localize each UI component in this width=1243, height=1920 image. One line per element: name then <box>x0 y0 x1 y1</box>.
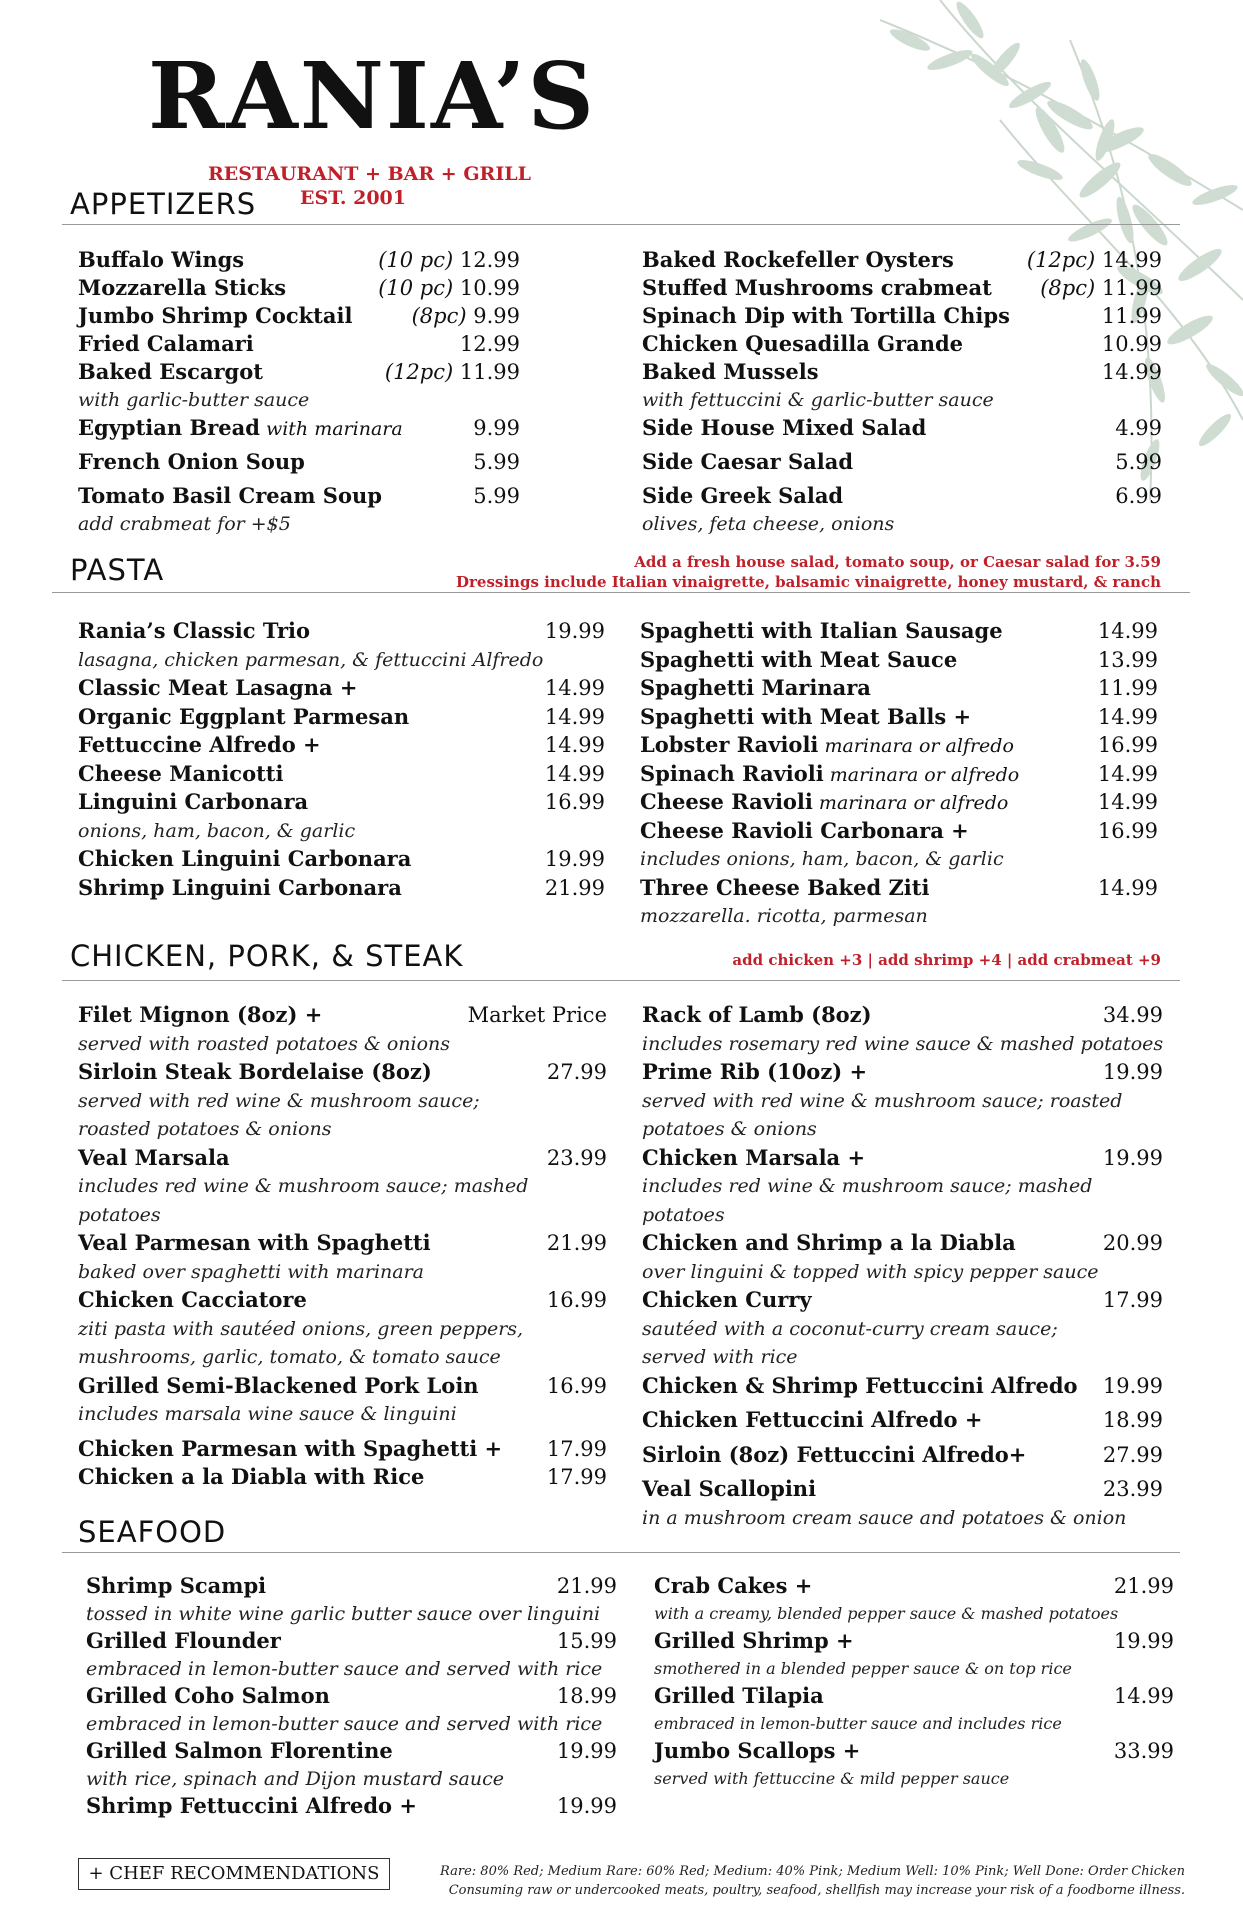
menu-item-price-value: 16.99 <box>546 1288 607 1312</box>
menu-item-inline-note: with marinara <box>259 418 403 440</box>
menu-item-price-value: 14.99 <box>544 704 605 729</box>
menu-item-price-value: 16.99 <box>1097 733 1158 757</box>
menu-item-name: Shrimp Linguini Carbonara <box>78 874 402 900</box>
menu-item-inline-note: marinara or alfredo <box>812 792 1009 814</box>
menu-item-price-value: 14.99 <box>1097 619 1158 643</box>
menu-item-price-value: 21.99 <box>544 875 605 900</box>
menu-item-price-value: 19.99 <box>544 619 605 643</box>
menu-item <box>86 1682 330 1710</box>
menu-item-name: Spaghetti with Meat Balls + <box>640 703 972 729</box>
menu-item-price-value: 14.99 <box>544 761 605 786</box>
menu-item-price-value: 19.99 <box>1113 1629 1174 1653</box>
menu-item <box>642 1475 816 1503</box>
menu-item-name: Chicken and Shrimp a la Diabla <box>642 1230 1016 1255</box>
menu-item-price <box>902 302 1162 330</box>
menu-item-quantity: (8pc) <box>411 304 474 328</box>
menu-item-name: Chicken Parmesan with Spaghetti + <box>78 1435 503 1461</box>
section-title-appetizers: APPETIZERS <box>70 187 257 221</box>
menu-item-price-value: 19.99 <box>1102 1145 1163 1170</box>
menu-item-name: Lobster Ravioli <box>640 732 819 757</box>
menu-item-price-value: 14.99 <box>1101 360 1162 384</box>
menu-item <box>640 874 929 902</box>
menu-item-price-value: 14.99 <box>544 676 605 700</box>
menu-item-name: Grilled Shrimp + <box>654 1628 854 1653</box>
menu-item-quantity: (10 pc) <box>378 276 460 300</box>
menu-item-price <box>260 358 520 386</box>
menu-item-description: served with fettuccine & mild pepper sauce <box>654 1768 1010 1788</box>
menu-item-price <box>914 1572 1174 1600</box>
menu-item-price <box>914 1737 1174 1765</box>
menu-item-name: Shrimp Fettuccini Alfredo + <box>86 1793 417 1818</box>
menu-item <box>642 358 819 386</box>
menu-item-description: roasted potatoes & onions <box>78 1118 332 1140</box>
menu-item-price <box>357 1627 617 1655</box>
menu-item-description: potatoes <box>78 1203 161 1226</box>
menu-item-name: Baked Escargot <box>78 359 263 384</box>
menu-item <box>86 1737 393 1765</box>
menu-item-price <box>902 482 1162 510</box>
menu-item-description: tossed in white wine garlic butter sauce over linguini <box>86 1602 601 1625</box>
menu-item-price-value: 18.99 <box>556 1684 617 1708</box>
menu-item-name: Three Cheese Baked Ziti <box>640 874 930 900</box>
menu-item-description: lasagna, chicken parmesan, & fettuccini Alfredo <box>78 648 544 671</box>
menu-item-price-value: 19.99 <box>544 847 605 871</box>
menu-item-price <box>902 274 1162 302</box>
menu-item-price <box>357 1682 617 1710</box>
menu-item-price-value: 14.99 <box>1101 248 1162 272</box>
menu-item-description: includes rosemary red wine sauce & mashed potatoes <box>642 1032 1164 1055</box>
menu-item <box>642 1058 867 1086</box>
menu-item-price <box>902 358 1162 386</box>
menu-item <box>78 788 308 816</box>
menu-item <box>78 1001 322 1029</box>
section-title-mains: CHICKEN, PORK, & STEAK <box>70 939 464 973</box>
menu-item-price <box>260 330 520 358</box>
menu-item-price-value: 27.99 <box>546 1060 607 1084</box>
menu-item-price-value: 18.99 <box>1102 1408 1163 1432</box>
menu-item-price <box>345 674 605 702</box>
menu-item-name: Grilled Salmon Florentine <box>86 1738 393 1763</box>
menu-item-name: Stuffed Mushrooms crabmeat <box>642 275 992 300</box>
menu-item-name: Grilled Flounder <box>86 1628 281 1653</box>
menu-item-description: mozzarella. ricotta, parmesan <box>640 905 928 927</box>
menu-item-price-value: 21.99 <box>556 1574 617 1598</box>
menu-item-price-value: 21.99 <box>1113 1574 1174 1598</box>
menu-item-name: Spaghetti Marinara <box>640 675 871 700</box>
menu-item-price-value: 11.99 <box>1101 304 1162 328</box>
menu-item-name: Side House Mixed Salad <box>642 415 927 440</box>
menu-item-name: Veal Parmesan with Spaghetti <box>78 1230 431 1255</box>
menu-item-name: Filet Mignon (8oz) + <box>78 1002 323 1027</box>
menu-item-name: Grilled Coho Salmon <box>86 1683 330 1708</box>
menu-item-name: Grilled Semi-Blackened Pork Loin <box>78 1372 479 1398</box>
menu-item-name: Spinach Ravioli <box>640 760 824 786</box>
menu-item-description: onions, ham, bacon, & garlic <box>78 819 356 842</box>
menu-item <box>78 674 358 702</box>
menu-item-name: Sirloin (8oz) Fettuccini Alfredo+ <box>642 1441 1027 1467</box>
menu-item-price-value: 9.99 <box>473 416 520 440</box>
menu-item-price-value: 10.99 <box>1101 332 1162 356</box>
menu-item-price-value: Market Price <box>467 1003 607 1027</box>
menu-item-price <box>345 788 605 816</box>
restaurant-logo: RANIA’S <box>148 42 596 150</box>
menu-item-name: Veal Marsala <box>78 1144 230 1170</box>
menu-item-quantity: (12pc) <box>1026 248 1102 272</box>
menu-item-quantity: (10 pc) <box>378 248 460 272</box>
menu-item-price <box>903 1372 1163 1400</box>
menu-item-name: Rania’s Classic Trio <box>78 618 311 643</box>
menu-item-price <box>347 1058 607 1086</box>
menu-item-description: with garlic-butter sauce <box>78 389 310 411</box>
menu-item-price-value: 13.99 <box>1097 647 1158 672</box>
menu-item-price <box>260 414 520 442</box>
menu-item-price <box>347 1463 607 1491</box>
menu-item-description: embraced in lemon-butter sauce and includes rice <box>654 1713 1062 1733</box>
menu-item-description: over linguini & topped with spicy pepper sauce <box>642 1260 1099 1283</box>
menu-item-name: Sirloin Steak Bordelaise (8oz) <box>78 1059 432 1084</box>
menu-item-price <box>347 1144 607 1172</box>
menu-item-price <box>347 1001 607 1029</box>
menu-item-price-value: 11.99 <box>1097 676 1158 700</box>
menu-item-name: Grilled Tilapia <box>654 1683 824 1708</box>
menu-item-price-value: 20.99 <box>1102 1231 1163 1255</box>
menu-item-description: add crabmeat for +$5 <box>78 513 291 535</box>
menu-item-price <box>345 617 605 645</box>
menu-item-description: served with red wine & mushroom sauce; roasted <box>642 1089 1123 1112</box>
menu-item-price-value: 9.99 <box>473 304 520 328</box>
menu-item-description: embraced in lemon-butter sauce and served with rice <box>86 1657 603 1680</box>
menu-item-price-value: 34.99 <box>1102 1003 1163 1027</box>
menu-item-description: served with rice <box>642 1346 798 1368</box>
menu-item-name: Spinach Dip with Tortilla Chips <box>642 303 1010 328</box>
menu-item-price <box>898 788 1158 816</box>
menu-item-name: Cheese Ravioli <box>640 789 813 814</box>
menu-item-name: Shrimp Scampi <box>86 1573 267 1598</box>
menu-item-price <box>345 731 605 759</box>
menu-item <box>642 448 853 476</box>
menu-item-name: Chicken Linguini Carbonara <box>78 846 412 871</box>
pasta-note-salad: Add a fresh house salad, tomato soup, or Caesar salad for 3.59 <box>634 553 1161 571</box>
menu-item-name: Veal Scallopini <box>642 1476 817 1501</box>
menu-item-description: with a creamy, blended pepper sauce & mashed potatoes <box>654 1603 1119 1623</box>
menu-item-description: includes onions, ham, bacon, & garlic <box>640 848 1004 870</box>
menu-item-price-value: 14.99 <box>1097 761 1158 786</box>
menu-item-price-value: 14.99 <box>1113 1684 1174 1708</box>
menu-item-description: olives, feta cheese, onions <box>642 513 895 535</box>
menu-item-price-value: 14.99 <box>1097 875 1158 900</box>
menu-item-name: Side Greek Salad <box>642 483 844 508</box>
menu-item-description: includes marsala wine sauce & linguini <box>78 1403 457 1425</box>
menu-item-name: Chicken Cacciatore <box>78 1287 307 1312</box>
menu-item <box>86 1572 266 1600</box>
menu-item-price <box>260 302 520 330</box>
pasta-note <box>456 552 1161 592</box>
menu-item-price <box>345 703 605 731</box>
section-divider <box>52 592 1190 593</box>
menu-item-price <box>903 1144 1163 1172</box>
menu-item-price <box>347 1372 607 1400</box>
doneness-guide: Rare: 80% Red; Medium Rare: 60% Red; Medium: 40% Pink; Medium Well: 10% Pink; Well Done: Order Chicken <box>440 1864 1185 1879</box>
menu-item-name: Baked Mussels <box>642 359 819 384</box>
menu-item-price-value: 23.99 <box>1102 1477 1163 1501</box>
menu-item-price-value: 17.99 <box>546 1465 607 1489</box>
menu-item-name: Linguini Carbonara <box>78 789 309 814</box>
menu-item-name: Cheese Manicotti <box>78 760 284 786</box>
menu-item-quantity: (8pc) <box>1040 276 1102 300</box>
foodborne-warning: Consuming raw or undercooked meats, poultry, seafood, shellfish may increase your risk of a foodborne illness. <box>448 1883 1185 1898</box>
menu-item-price-value: 16.99 <box>1097 818 1158 843</box>
mains-addon-note: add chicken +3 | add shrimp +4 | add crabmeat +9 <box>732 951 1161 969</box>
menu-item <box>78 330 254 358</box>
pasta-note-dressings: Dressings include Italian vinaigrette, balsamic vinaigrette, honey mustard, & ranch <box>456 573 1161 591</box>
menu-item <box>78 617 310 645</box>
menu-item-price <box>357 1737 617 1765</box>
established-text: EST. 2001 <box>299 187 406 209</box>
menu-item-name: Spaghetti with Italian Sausage <box>640 618 1003 643</box>
menu-item-price <box>903 1406 1163 1434</box>
menu-item-name: Cheese Ravioli Carbonara + <box>640 817 969 843</box>
menu-item-name: Chicken Fettuccini Alfredo + <box>642 1407 983 1432</box>
menu-item-price <box>903 1441 1163 1469</box>
menu-item <box>654 1572 812 1600</box>
menu-item-price-value: 5.99 <box>473 484 520 508</box>
menu-item-price-value: 23.99 <box>546 1145 607 1170</box>
menu-item-price <box>898 760 1158 788</box>
menu-item-price <box>345 874 605 902</box>
menu-item-price-value: 21.99 <box>546 1231 607 1255</box>
menu-item-inline-note: marinara or alfredo <box>818 735 1014 757</box>
section-title-pasta: PASTA <box>70 553 165 587</box>
menu-item-price <box>903 1229 1163 1257</box>
menu-item-price <box>903 1286 1163 1314</box>
menu-item <box>86 1627 281 1655</box>
menu-item <box>78 358 263 386</box>
menu-item-name: Side Caesar Salad <box>642 449 854 474</box>
menu-item-price-value: 4.99 <box>1115 416 1162 440</box>
menu-item-price-value: 11.99 <box>459 360 520 384</box>
menu-item-price-value: 27.99 <box>1102 1442 1163 1467</box>
menu-item <box>642 482 843 510</box>
menu-item-price-value: 17.99 <box>1102 1288 1163 1312</box>
menu-item-price-value: 5.99 <box>473 450 520 474</box>
menu-item-price <box>898 646 1158 674</box>
menu-item-price-value: 19.99 <box>1102 1060 1163 1084</box>
menu-item-price <box>357 1792 617 1820</box>
menu-item-price <box>347 1229 607 1257</box>
menu-item-price <box>902 246 1162 274</box>
menu-item-price-value: 14.99 <box>1097 704 1158 729</box>
menu-item-price-value: 19.99 <box>1102 1373 1163 1398</box>
menu-item-price <box>345 845 605 873</box>
menu-item-price <box>260 274 520 302</box>
menu-item-price <box>898 674 1158 702</box>
menu-item <box>78 246 244 274</box>
section-title-seafood: SEAFOOD <box>78 1515 227 1549</box>
menu-item-description: potatoes & onions <box>642 1118 817 1140</box>
chef-recommendations-box: + CHEF RECOMMENDATIONS <box>78 1858 390 1890</box>
menu-item <box>642 1286 812 1314</box>
menu-item-name: Prime Rib (10oz) + <box>642 1059 868 1084</box>
menu-item-price <box>357 1572 617 1600</box>
menu-item-price <box>347 1286 607 1314</box>
menu-item-description: served with roasted potatoes & onions <box>78 1032 450 1055</box>
menu-item-price-value: 19.99 <box>556 1794 617 1818</box>
menu-item-inline-note: marinara or alfredo <box>823 763 1020 786</box>
menu-item-price <box>260 448 520 476</box>
menu-item-price-value: 17.99 <box>546 1436 607 1461</box>
menu-item-description: ziti pasta with sautéed onions, green peppers, <box>78 1317 524 1340</box>
menu-item-description: mushrooms, garlic, tomato, & tomato sauce <box>78 1346 501 1368</box>
menu-item-name: Organic Eggplant Parmesan <box>78 703 410 729</box>
menu-item-price <box>902 330 1162 358</box>
menu-item-price <box>914 1682 1174 1710</box>
menu-item <box>642 1001 872 1029</box>
menu-item-price-value: 10.99 <box>459 276 520 300</box>
menu-item-price <box>898 874 1158 902</box>
menu-item-name: Buffalo Wings <box>78 247 245 272</box>
menu-item-price-value: 12.99 <box>459 248 520 272</box>
menu-item <box>642 1144 865 1172</box>
menu-item-name: Chicken a la Diabla with Rice <box>78 1464 425 1489</box>
menu-item-price-value: 14.99 <box>544 733 605 757</box>
tagline-text: RESTAURANT + BAR + GRILL <box>208 163 531 185</box>
menu-item-name: French Onion Soup <box>78 449 305 474</box>
menu-item-price <box>902 448 1162 476</box>
footnote <box>440 1862 1185 1900</box>
menu-item-price-value: 19.99 <box>556 1739 617 1763</box>
menu-item-price <box>260 482 520 510</box>
menu-item-name: Rack of Lamb (8oz) <box>642 1002 872 1027</box>
menu-item-description: sautéed with a coconut-curry cream sauce; <box>642 1317 1058 1340</box>
menu-item-description: in a mushroom cream sauce and potatoes & onion <box>642 1506 1127 1529</box>
menu-item <box>640 674 871 702</box>
menu-item-price <box>914 1627 1174 1655</box>
menu-item-description: includes red wine & mushroom sauce; mashed <box>78 1175 529 1197</box>
menu-item-description: smothered in a blended pepper sauce & on top rice <box>654 1658 1072 1678</box>
menu-item-price <box>902 414 1162 442</box>
menu-item <box>642 414 926 442</box>
menu-item-name: Chicken Curry <box>642 1287 812 1312</box>
menu-item-description: potatoes <box>642 1203 725 1226</box>
menu-item <box>78 1144 230 1172</box>
menu-item <box>654 1737 860 1765</box>
menu-item-description: served with red wine & mushroom sauce; <box>78 1089 480 1112</box>
menu-item-description: with fettuccini & garlic-butter sauce <box>642 389 994 411</box>
menu-item-price-value: 15.99 <box>556 1629 617 1653</box>
menu-item-name: Fried Calamari <box>78 331 254 356</box>
menu-item-quantity: (12pc) <box>384 360 460 384</box>
menu-item-price <box>898 817 1158 845</box>
menu-item-price <box>260 246 520 274</box>
menu-item-name: Spaghetti with Meat Sauce <box>640 646 958 672</box>
menu-item-name: Fettuccine Alfredo + <box>78 732 321 757</box>
menu-item-price <box>903 1001 1163 1029</box>
menu-item-name: Crab Cakes + <box>654 1573 813 1598</box>
menu-item-price-value: 16.99 <box>544 790 605 814</box>
menu-item <box>78 1286 307 1314</box>
menu-item-description: includes red wine & mushroom sauce; mashed <box>642 1175 1093 1197</box>
menu-item-description: with rice, spinach and Dijon mustard sauce <box>86 1767 504 1790</box>
menu-item-price-value: 12.99 <box>459 332 520 356</box>
section-divider <box>62 224 1180 225</box>
menu-item <box>78 274 286 302</box>
menu-item-price-value: 5.99 <box>1115 450 1162 474</box>
menu-item <box>78 760 283 788</box>
menu-item-price <box>903 1058 1163 1086</box>
menu-item-price <box>898 617 1158 645</box>
menu-item-name: Chicken Marsala + <box>642 1144 866 1170</box>
section-divider <box>62 980 1180 981</box>
menu-item-price <box>903 1475 1163 1503</box>
menu-item-price-value: 11.99 <box>1101 276 1162 300</box>
menu-item-name: Chicken & Shrimp Fettuccini Alfredo <box>642 1372 1078 1398</box>
menu-item-price-value: 14.99 <box>1097 790 1158 814</box>
menu-item-name: Jumbo Scallops + <box>654 1738 861 1763</box>
menu-item <box>654 1627 854 1655</box>
menu-item-price <box>898 731 1158 759</box>
menu-item-description: embraced in lemon-butter sauce and served with rice <box>86 1712 603 1735</box>
menu-item <box>78 731 321 759</box>
menu-item-name: Mozzarella Sticks <box>78 275 287 300</box>
menu-item <box>654 1682 824 1710</box>
menu-item-price <box>347 1435 607 1463</box>
section-divider <box>62 1552 1180 1553</box>
menu-item-name: Egyptian Bread <box>78 415 260 440</box>
menu-item-price-value: 6.99 <box>1115 484 1162 508</box>
menu-item-name: Tomato Basil Cream Soup <box>78 483 382 508</box>
menu-item-name: Chicken Quesadilla Grande <box>642 331 964 356</box>
menu-item-price <box>898 703 1158 731</box>
menu-item-name: Baked Rockefeller Oysters <box>642 247 954 272</box>
menu-item-name: Classic Meat Lasagna + <box>78 675 358 700</box>
menu-item-price-value: 16.99 <box>546 1373 607 1398</box>
menu-item-price <box>345 760 605 788</box>
menu-item-price-value: 33.99 <box>1113 1739 1174 1763</box>
menu-item-description: baked over spaghetti with marinara <box>78 1260 424 1283</box>
menu-item-name: Jumbo Shrimp Cocktail <box>78 303 353 328</box>
